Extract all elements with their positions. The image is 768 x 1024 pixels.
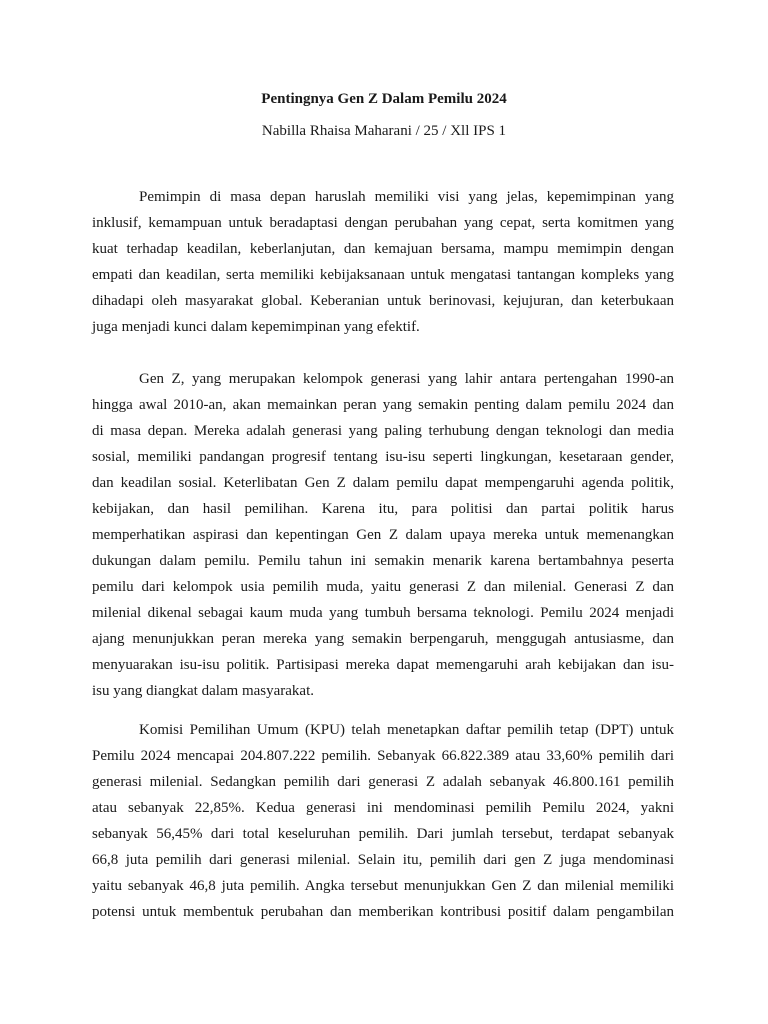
paragraph-line: Gen Z, yang merupakan kelompok generasi yang lahir antara pertengahan 1990-an bbox=[139, 371, 674, 387]
paragraph-line: milenial dikenal sebagai kaum muda yang tumbuh bersama teknologi. Pemilu 2024 menjadi bbox=[92, 605, 674, 621]
paragraph-line: Komisi Pemilihan Umum (KPU) telah menetapkan daftar pemilih tetap (DPT) untuk bbox=[139, 722, 674, 738]
paragraph-line: hingga awal 2010-an, akan memainkan peran yang semakin penting dalam pemilu 2024 dan bbox=[92, 397, 674, 413]
paragraph-line: memperhatikan aspirasi dan kepentingan Gen Z dalam upaya mereka untuk memenangkan bbox=[92, 527, 674, 543]
paragraph-line: juga menjadi kunci dalam kepemimpinan yang efektif. bbox=[92, 319, 420, 335]
paragraph-line: generasi milenial. Sedangkan pemilih dari generasi Z adalah sebanyak 46.800.161 pemilih bbox=[92, 774, 674, 790]
paragraph-line: pemilu dari kelompok usia pemilih muda, yaitu generasi Z dan milenial. Generasi Z dan bbox=[92, 579, 674, 595]
document-title: Pentingnya Gen Z Dalam Pemilu 2024 bbox=[261, 91, 507, 107]
paragraph-line: dukungan dalam pemilu. Pemilu tahun ini semakin menarik karena bertambahnya peserta bbox=[92, 553, 674, 569]
paragraph-line: empati dan keadilan, serta memiliki kebijaksanaan untuk mengatasi tantangan kompleks yang bbox=[92, 267, 674, 283]
paragraph-line: dan keadilan sosial. Keterlibatan Gen Z dalam pemilu dapat mempengaruhi agenda politik, bbox=[92, 475, 674, 491]
paragraph-line: yaitu sebanyak 46,8 juta pemilih. Angka tersebut menunjukkan Gen Z dan milenial memiliki bbox=[92, 878, 674, 894]
paragraph-1 bbox=[92, 184, 674, 340]
paragraph-line: menyuarakan isu-isu politik. Partisipasi mereka dapat memengaruhi arah kebijakan dan isu- bbox=[92, 657, 674, 673]
paragraph-line: kuat terhadap keadilan, keberlanjutan, dan kemajuan bersama, mampu memimpin dengan bbox=[92, 241, 674, 257]
paragraph-line: di masa depan. Mereka adalah generasi yang paling terhubung dengan teknologi dan media bbox=[92, 423, 674, 439]
paragraph-line: ajang menunjukkan peran mereka yang semakin berpengaruh, menggugah antusiasme, dan bbox=[92, 631, 674, 647]
paragraph-line: sosial, memiliki pandangan progresif tentang isu-isu seperti lingkungan, kesetaraan gender, bbox=[92, 449, 674, 465]
paragraph-line: dihadapi oleh masyarakat global. Keberanian untuk berinovasi, kejujuran, dan keterbukaan bbox=[92, 293, 674, 309]
paragraph-line: potensi untuk membentuk perubahan dan memberikan kontribusi positif dalam pengambilan bbox=[92, 904, 674, 920]
paragraph-3 bbox=[92, 717, 674, 925]
paragraph-line: inklusif, kemampuan untuk beradaptasi dengan perubahan yang cepat, serta komitmen yang bbox=[92, 215, 674, 231]
paragraph-line: Pemilu 2024 mencapai 204.807.222 pemilih. Sebanyak 66.822.389 atau 33,60% pemilih dari bbox=[92, 748, 674, 764]
paragraph-2 bbox=[92, 366, 674, 704]
paragraph-line: 66,8 juta pemilih dari generasi milenial. Selain itu, pemilih dari gen Z juga mendominasi bbox=[92, 852, 674, 868]
paragraph-line: isu yang diangkat dalam masyarakat. bbox=[92, 683, 315, 699]
paragraph-line: kebijakan, dan hasil pemilihan. Karena itu, para politisi dan partai politik harus bbox=[92, 501, 674, 517]
paragraph-line: sebanyak 56,45% dari total keseluruhan pemilih. Dari jumlah tersebut, terdapat sebanyak bbox=[92, 826, 674, 842]
author-line: Nabilla Rhaisa Maharani / 25 / Xll IPS 1 bbox=[261, 123, 507, 139]
paragraph-line: atau sebanyak 22,85%. Kedua generasi ini mendominasi pemilih Pemilu 2024, yakni bbox=[92, 800, 674, 816]
paragraph-line: Pemimpin di masa depan haruslah memiliki visi yang jelas, kepemimpinan yang bbox=[139, 189, 674, 205]
